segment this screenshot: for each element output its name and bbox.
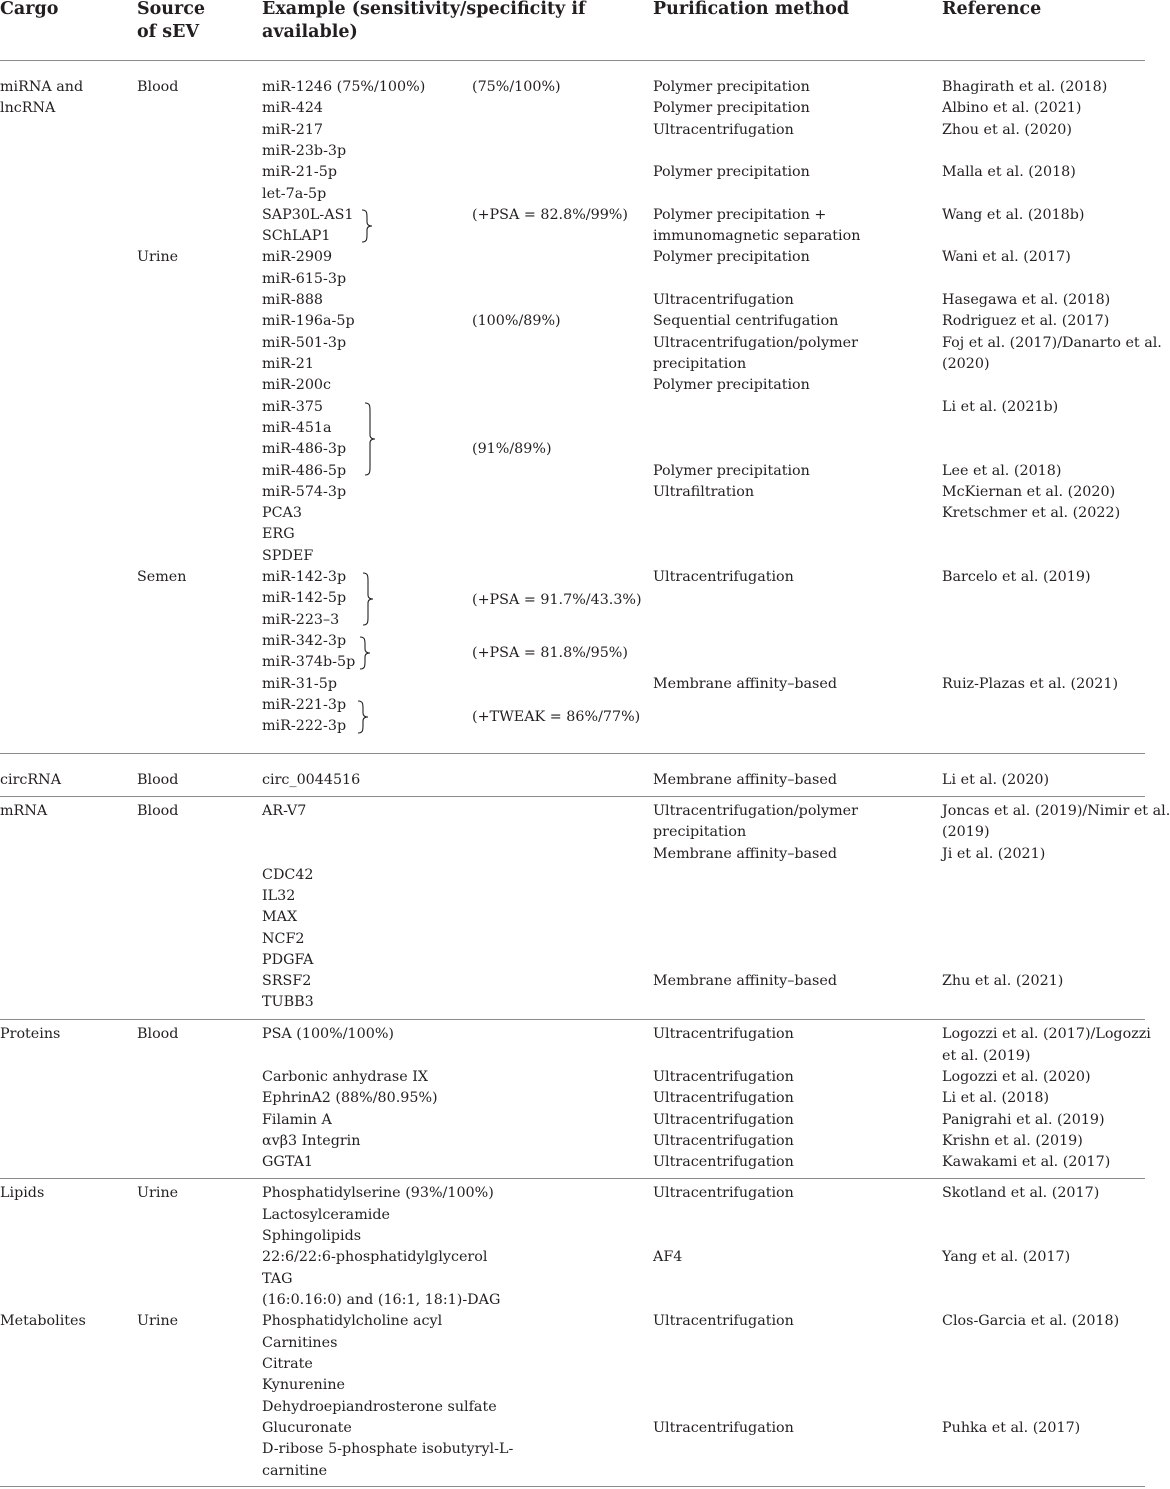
cargo-label: lncRNA: [0, 100, 56, 116]
example-item: ERG: [262, 526, 295, 542]
example-item: miR-142-3p: [262, 569, 347, 585]
reference-text: Panigrahi et al. (2019): [942, 1112, 1105, 1128]
method-text: Membrane affinity–based: [653, 676, 838, 692]
example-item: SChLAP1: [262, 228, 331, 244]
example-item: miR-142-5p: [262, 590, 347, 606]
method-text: Ultracentrifugation: [653, 1112, 794, 1128]
reference-text: Joncas et al. (2019)/Nimir et al.: [942, 803, 1170, 819]
example-item: miR-221-3p: [262, 697, 347, 713]
example-item: PDGFA: [262, 952, 314, 968]
cargo-label: Proteins: [0, 1026, 61, 1042]
example-item: miR-375: [262, 399, 324, 415]
example-item: miR-222-3p: [262, 718, 347, 734]
reference-text: Lee et al. (2018): [942, 463, 1062, 479]
example-item: miR-574-3p: [262, 484, 347, 500]
example-item: miR-486-5p: [262, 463, 347, 479]
reference-text: Wang et al. (2018b): [942, 207, 1085, 223]
source-label: Urine: [137, 249, 179, 265]
reference-text: Ruiz-Plazas et al. (2021): [942, 676, 1119, 692]
example-item: (16:0.16:0) and (16:1, 18:1)-DAG: [262, 1292, 501, 1308]
method-text: Ultracentrifugation: [653, 1420, 794, 1436]
method-text: Ultracentrifugation: [653, 122, 794, 138]
method-text: Polymer precipitation: [653, 164, 810, 180]
example-item: miR-486-3p: [262, 441, 347, 457]
example-item: AR-V7: [262, 803, 307, 819]
example-item: TUBB3: [262, 994, 314, 1010]
reference-text: Ji et al. (2021): [942, 846, 1046, 862]
reference-text: Rodriguez et al. (2017): [942, 313, 1110, 329]
reference-text: (2020): [942, 356, 990, 372]
cargo-label: mRNA: [0, 803, 48, 819]
example-item: Phosphatidylcholine acyl: [262, 1313, 443, 1329]
example-item: MAX: [262, 909, 298, 925]
reference-text: Barcelo et al. (2019): [942, 569, 1091, 585]
example-item: miR-2909: [262, 249, 333, 265]
example-item: Glucuronate: [262, 1420, 352, 1436]
reference-text: (2019): [942, 824, 990, 840]
example-item: miR-342-3p: [262, 633, 347, 649]
example-item: EphrinA2 (88%/80.95%): [262, 1090, 438, 1106]
method-text: Sequential centrifugation: [653, 313, 839, 329]
method-text: Ultrafiltration: [653, 484, 755, 500]
method-text: Ultracentrifugation: [653, 1069, 794, 1085]
example-item: Lactosylceramide: [262, 1207, 390, 1223]
example-item: CDC42: [262, 867, 314, 883]
sensitivity-value: (+TWEAK = 86%/77%): [472, 709, 641, 725]
example-item: IL32: [262, 888, 296, 904]
method-text: Ultracentrifugation: [653, 1185, 794, 1201]
source-label: Urine: [137, 1185, 179, 1201]
example-item: 22:6/22:6-phosphatidylglycerol: [262, 1249, 488, 1265]
group-rule: [0, 796, 1145, 797]
reference-text: McKiernan et al. (2020): [942, 484, 1116, 500]
reference-text: Zhou et al. (2020): [942, 122, 1072, 138]
reference-text: Li et al. (2021b): [942, 399, 1059, 415]
example-item: PCA3: [262, 505, 302, 521]
example-item: PSA (100%/100%): [262, 1026, 395, 1042]
example-item: circ_0044516: [262, 772, 361, 788]
method-text: Ultracentrifugation/polymer: [653, 335, 858, 351]
method-text: precipitation: [653, 824, 747, 840]
sensitivity-value: (+PSA = 81.8%/95%): [472, 645, 628, 661]
source-label: Blood: [137, 79, 179, 95]
source-label: Blood: [137, 803, 179, 819]
example-item: Citrate: [262, 1356, 313, 1372]
method-text: Polymer precipitation: [653, 249, 810, 265]
reference-text: Skotland et al. (2017): [942, 1185, 1100, 1201]
example-item: miR-374b-5p: [262, 654, 356, 670]
example-item: SRSF2: [262, 973, 312, 989]
example-item: GGTA1: [262, 1154, 314, 1170]
reference-text: Li et al. (2020): [942, 772, 1050, 788]
example-item: Filamin A: [262, 1112, 332, 1128]
method-text: AF4: [653, 1249, 683, 1265]
example-item: miR-217: [262, 122, 324, 138]
group-rule: [0, 1019, 1145, 1020]
sensitivity-value: (75%/100%): [472, 79, 561, 95]
example-item: Dehydroepiandrosterone sulfate: [262, 1399, 497, 1415]
method-text: Membrane affinity–based: [653, 973, 838, 989]
method-text: Ultracentrifugation: [653, 1026, 794, 1042]
sensitivity-value: (100%/89%): [472, 313, 561, 329]
header-method: Purification method: [653, 0, 850, 19]
example-item: miR-21: [262, 356, 314, 372]
header-source-line2: of sEV: [137, 22, 200, 42]
example-item: miR-223–3: [262, 612, 340, 628]
example-item: SPDEF: [262, 548, 314, 564]
reference-text: Puhka et al. (2017): [942, 1420, 1081, 1436]
method-text: Membrane affinity–based: [653, 846, 838, 862]
example-item: miR-196a-5p: [262, 313, 355, 329]
method-text: Ultracentrifugation: [653, 1154, 794, 1170]
example-item: carnitine: [262, 1463, 328, 1479]
source-label: Urine: [137, 1313, 179, 1329]
reference-text: Kretschmer et al. (2022): [942, 505, 1121, 521]
reference-text: Logozzi et al. (2020): [942, 1069, 1091, 1085]
example-item: miR-451a: [262, 420, 332, 436]
header-reference: Reference: [942, 0, 1042, 19]
example-item: miR-31-5p: [262, 676, 337, 692]
example-item: miR-21-5p: [262, 164, 337, 180]
example-item: Carbonic anhydrase IX: [262, 1069, 429, 1085]
reference-text: Kawakami et al. (2017): [942, 1154, 1111, 1170]
example-item: miR-501-3p: [262, 335, 347, 351]
sensitivity-value: (91%/89%): [472, 441, 552, 457]
method-text: precipitation: [653, 356, 747, 372]
method-text: Membrane affinity–based: [653, 772, 838, 788]
example-item: miR-615-3p: [262, 271, 347, 287]
source-label: Blood: [137, 772, 179, 788]
table-bottom-rule: [0, 1486, 1145, 1487]
group-rule: [0, 1178, 1145, 1179]
method-text: Ultracentrifugation/polymer: [653, 803, 858, 819]
reference-text: Bhagirath et al. (2018): [942, 79, 1108, 95]
example-item: D-ribose 5-phosphate isobutyryl-L-: [262, 1441, 514, 1457]
example-item: miR-424: [262, 100, 324, 116]
cargo-label: circRNA: [0, 772, 62, 788]
reference-text: Wani et al. (2017): [942, 249, 1071, 265]
sensitivity-value: (+PSA = 91.7%/43.3%): [472, 592, 642, 608]
example-item: SAP30L-AS1: [262, 207, 354, 223]
header-rule: [0, 60, 1145, 61]
example-item: αvβ3 Integrin: [262, 1133, 361, 1149]
method-text: Polymer precipitation: [653, 100, 810, 116]
curly-brace-icon: [361, 572, 377, 626]
method-text: Polymer precipitation +: [653, 207, 827, 223]
curly-brace-icon: [356, 700, 372, 734]
method-text: Ultracentrifugation: [653, 569, 794, 585]
example-item: Sphingolipids: [262, 1228, 362, 1244]
reference-text: et al. (2019): [942, 1048, 1031, 1064]
source-label: Semen: [137, 569, 187, 585]
curly-brace-icon: [358, 636, 374, 670]
reference-text: Krishn et al. (2019): [942, 1133, 1083, 1149]
reference-text: Albino et al. (2021): [942, 100, 1082, 116]
example-item: miR-888: [262, 292, 324, 308]
reference-text: Zhu et al. (2021): [942, 973, 1064, 989]
header-source-line1: Source: [137, 0, 206, 19]
example-item: Carnitines: [262, 1335, 338, 1351]
method-text: Ultracentrifugation: [653, 1313, 794, 1329]
reference-text: Hasegawa et al. (2018): [942, 292, 1111, 308]
curly-brace-icon: [360, 209, 376, 243]
reference-text: Clos-Garcia et al. (2018): [942, 1313, 1120, 1329]
reference-text: Foj et al. (2017)/Danarto et al.: [942, 335, 1162, 351]
reference-text: Logozzi et al. (2017)/Logozzi: [942, 1026, 1151, 1042]
reference-text: Malla et al. (2018): [942, 164, 1076, 180]
source-label: Blood: [137, 1026, 179, 1042]
cargo-label: Metabolites: [0, 1313, 86, 1329]
example-item: miR-23b-3p: [262, 143, 347, 159]
example-item: miR-200c: [262, 377, 332, 393]
method-text: immunomagnetic separation: [653, 228, 861, 244]
cargo-label: Lipids: [0, 1185, 45, 1201]
method-text: Ultracentrifugation: [653, 1090, 794, 1106]
example-item: TAG: [262, 1271, 293, 1287]
header-example-line1: Example (sensitivity/specificity if: [262, 0, 586, 19]
method-text: Polymer precipitation: [653, 79, 810, 95]
reference-text: Li et al. (2018): [942, 1090, 1050, 1106]
example-item: Kynurenine: [262, 1377, 346, 1393]
reference-text: Yang et al. (2017): [942, 1249, 1071, 1265]
curly-brace-icon: [363, 402, 379, 476]
header-example-line2: available): [262, 22, 358, 42]
cargo-label: miRNA and: [0, 79, 84, 95]
example-item: NCF2: [262, 931, 305, 947]
method-text: Ultracentrifugation: [653, 292, 794, 308]
example-item: let-7a-5p: [262, 186, 327, 202]
group-rule: [0, 753, 1145, 754]
header-cargo: Cargo: [0, 0, 59, 19]
example-item: miR-1246 (75%/100%): [262, 79, 426, 95]
method-text: Ultracentrifugation: [653, 1133, 794, 1149]
example-item: Phosphatidylserine (93%/100%): [262, 1185, 494, 1201]
method-text: Polymer precipitation: [653, 377, 810, 393]
sensitivity-value: (+PSA = 82.8%/99%): [472, 207, 628, 223]
method-text: Polymer precipitation: [653, 463, 810, 479]
